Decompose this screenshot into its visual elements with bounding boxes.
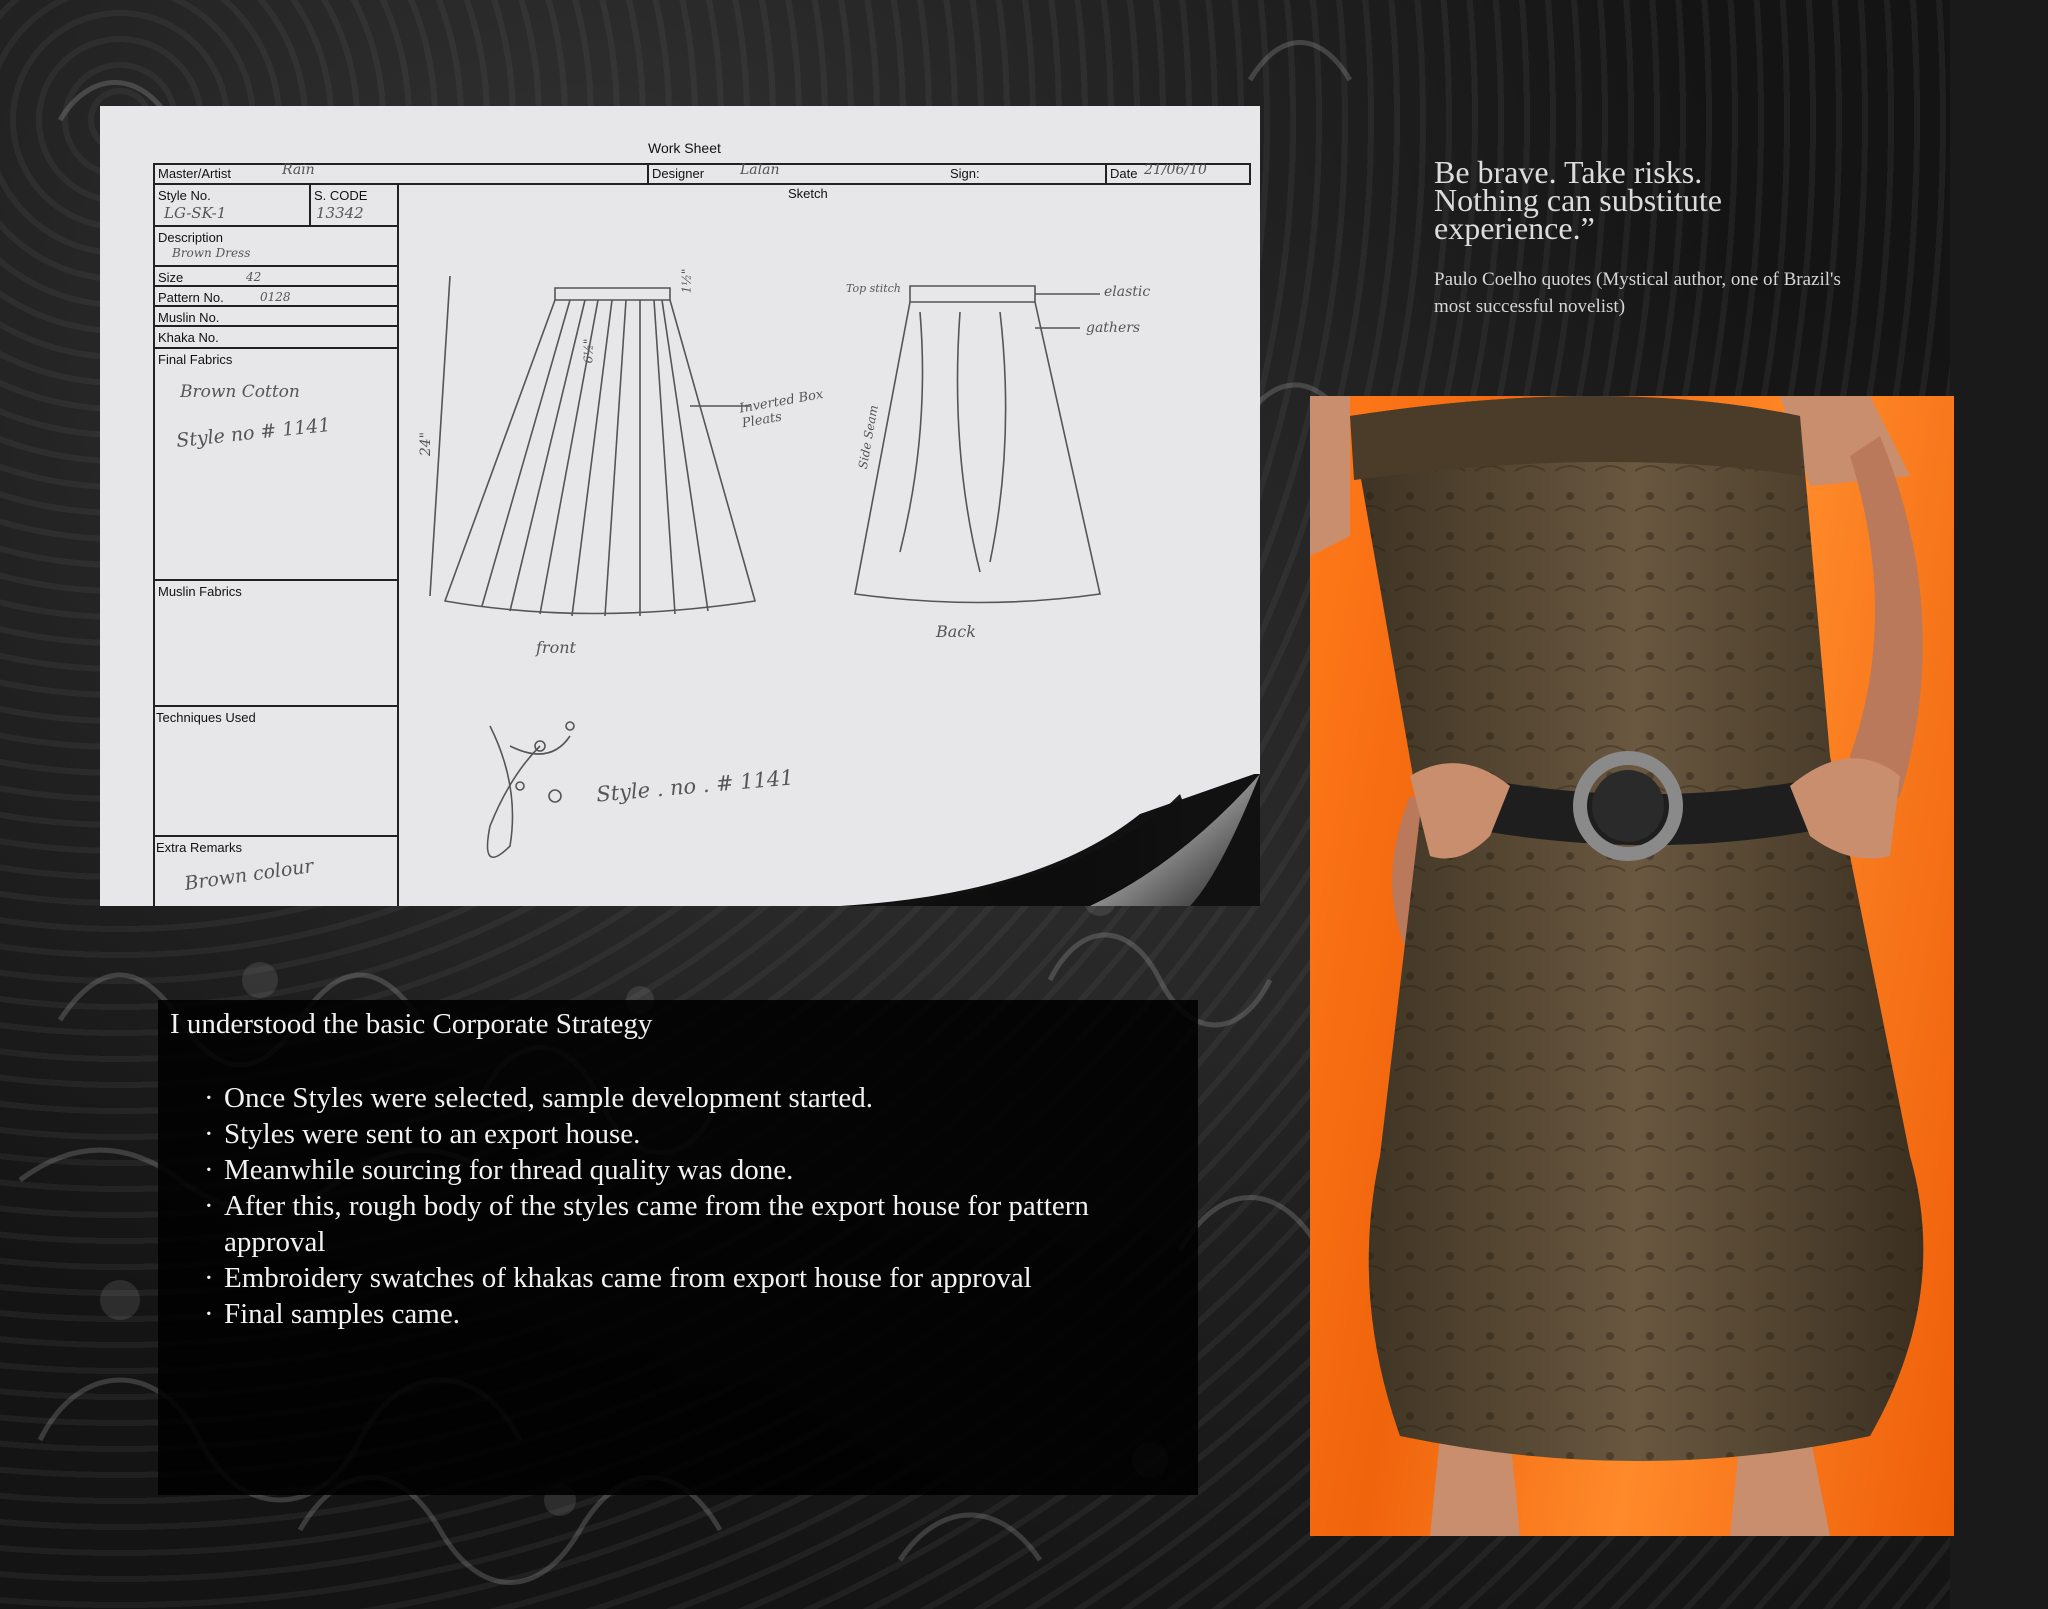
handwritten-size: 42 xyxy=(246,270,262,284)
handwritten-date: 21/06/10 xyxy=(1144,162,1207,178)
list-item: · Styles were sent to an export house. xyxy=(204,1118,641,1150)
bullet: · xyxy=(204,1082,214,1114)
muslin-fabrics-label: Muslin Fabrics xyxy=(158,584,242,599)
handwritten-designer: Lalan xyxy=(740,162,780,178)
handwritten-final-fabrics-2: Style no # 1141 xyxy=(175,413,332,453)
list-item: · Embroidery swatches of khakas came from export house for approval xyxy=(204,1262,1032,1294)
handwritten-description: Brown Dress xyxy=(172,246,251,260)
handwritten-style-note: Style . no . # 1141 xyxy=(595,765,795,807)
extra-remarks-label: Extra Remarks xyxy=(156,840,242,855)
handwritten-elastic: elastic xyxy=(1104,284,1151,300)
bullet: · xyxy=(204,1190,214,1222)
handwritten-style-no: LG-SK-1 xyxy=(164,204,227,222)
handwritten-gathers: gathers xyxy=(1086,320,1141,336)
handwritten-final-fabrics-1: Brown Cotton xyxy=(180,382,300,402)
bullet: · xyxy=(204,1118,214,1150)
s-code-label: S. CODE xyxy=(314,188,368,203)
sketch-label: Sketch xyxy=(788,186,828,201)
list-item: · Final samples came. xyxy=(204,1298,460,1330)
handwritten-side-seam: Side Seam xyxy=(855,404,881,470)
date-label: Date xyxy=(1110,166,1138,181)
pattern-no-label: Pattern No. xyxy=(158,290,224,305)
style-no-label: Style No. xyxy=(158,188,211,203)
bullet: · xyxy=(204,1154,214,1186)
handwritten-extra-remarks: Brown colour xyxy=(183,855,315,895)
strategy-text-panel xyxy=(158,1000,1198,1495)
list-item: · After this, rough body of the styles came from the export house for pattern approval xyxy=(204,1190,1089,1258)
page-curl xyxy=(840,774,1260,906)
quote-attribution: Paulo Coelho quotes (Mystical author, one of Brazil's most successful novelist) xyxy=(1434,269,1841,317)
techniques-used-label: Techniques Used xyxy=(156,710,256,725)
final-fabrics-label: Final Fabrics xyxy=(158,352,233,367)
work-sheet xyxy=(100,106,1260,906)
handwritten-inverted-pleats: Inverted Box Pleats xyxy=(738,387,825,432)
bullet: · xyxy=(204,1298,214,1330)
handwritten-back: Back xyxy=(936,622,976,641)
work-sheet-title: Work Sheet xyxy=(648,140,721,156)
handwritten-length: 24" xyxy=(418,431,435,457)
list-item: · Meanwhile sourcing for thread quality was done. xyxy=(204,1154,794,1186)
strategy-heading: I understood the basic Corporate Strategy xyxy=(170,1008,653,1040)
dress-illustration xyxy=(1310,396,1954,1536)
handwritten-yoke: 6½" xyxy=(581,338,596,364)
handwritten-top-stitch: Top stitch xyxy=(846,282,901,295)
sign-label: Sign: xyxy=(950,166,980,181)
strategy-list xyxy=(204,1080,1194,1332)
quote-block xyxy=(1434,154,1874,320)
handwritten-pattern-no: 0128 xyxy=(260,290,291,304)
bullet: · xyxy=(204,1262,214,1294)
designer-label: Designer xyxy=(652,166,705,181)
right-edge-strip xyxy=(1950,0,2048,1609)
handwritten-s-code: 13342 xyxy=(316,204,364,222)
size-label: Size xyxy=(158,270,184,285)
khaka-no-label: Khaka No. xyxy=(158,330,219,345)
handwritten-master-artist: Rain xyxy=(282,162,315,178)
dress-photo xyxy=(1310,396,1954,1536)
muslin-no-label: Muslin No. xyxy=(158,310,220,325)
handwritten-front: front xyxy=(536,638,576,657)
list-item: · Once Styles were selected, sample development started. xyxy=(204,1082,874,1114)
handwritten-waist: 1½" xyxy=(679,268,694,294)
master-artist-label: Master/Artist xyxy=(158,166,231,181)
description-label: Description xyxy=(158,230,224,245)
quote-text: Be brave. Take risks. Nothing can substitute experience.” xyxy=(1434,154,1722,246)
